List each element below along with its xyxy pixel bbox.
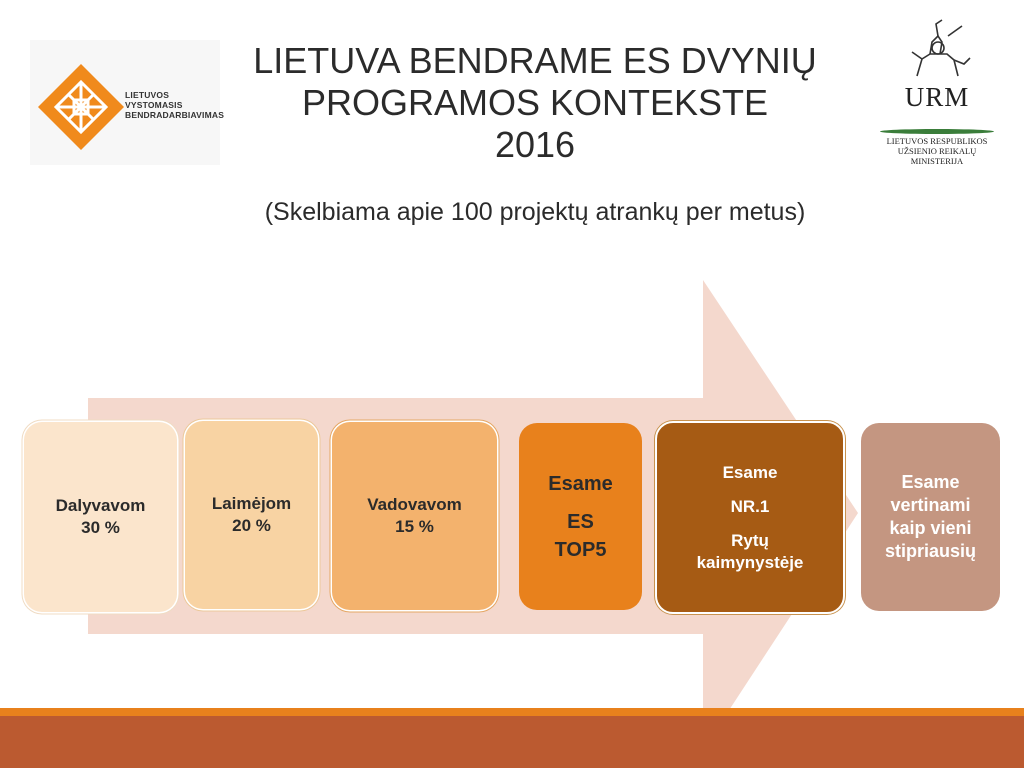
step-value: 15 % (395, 517, 434, 536)
step-box-es-top5 (519, 423, 642, 610)
step-value: 20 % (232, 516, 271, 535)
logo-left-line: VYSTOMASIS (125, 100, 183, 110)
step-line: TOP5 (554, 538, 607, 561)
slide-subtitle: (Skelbiama apie 100 projektų atrankų per metus) (264, 198, 806, 226)
step-line: NR.1 (730, 496, 770, 516)
step-line: Rytų (731, 530, 769, 550)
urm-line: UŽSIENIO REIKALŲ (897, 146, 977, 156)
logo-left-line: BENDRADARBIAVIMAS (125, 110, 225, 120)
step-box-nr1 (655, 421, 845, 614)
step-line: stipriausių (884, 541, 977, 561)
footer-accent-line (0, 708, 1024, 716)
step-label: Esame (722, 462, 778, 482)
urm-abbr: URM (904, 82, 970, 112)
step-label: Vadovavom (367, 495, 462, 514)
step-box-dalyvavom (24, 422, 177, 612)
urm-line: MINISTERIJA (910, 156, 964, 166)
step-line: ES (567, 510, 594, 533)
title-line-1: LIETUVA BENDRAME ES DVYNIŲ (253, 40, 817, 81)
step-box-vadovavom (332, 422, 497, 610)
step-line: vertinami (890, 495, 971, 515)
footer-bar (0, 716, 1024, 768)
step-label: Laimėjom (211, 494, 292, 513)
step-value: 30 % (81, 518, 120, 537)
logo-left-line: LIETUVOS (125, 90, 170, 100)
step-label: Dalyvavom (55, 496, 146, 515)
step-label: Esame (548, 472, 613, 495)
step-box-laimejom (185, 421, 318, 609)
title-line-3: 2016 (494, 124, 576, 165)
urm-line: LIETUVOS RESPUBLIKOS (886, 136, 988, 146)
step-line: kaip vieni (889, 518, 972, 538)
title-line-2: PROGRAMOS KONTEKSTE (301, 82, 769, 123)
step-line: kaimynystėje (696, 552, 804, 572)
step-label: Esame (901, 472, 960, 492)
step-box-vertinami (861, 423, 1000, 611)
